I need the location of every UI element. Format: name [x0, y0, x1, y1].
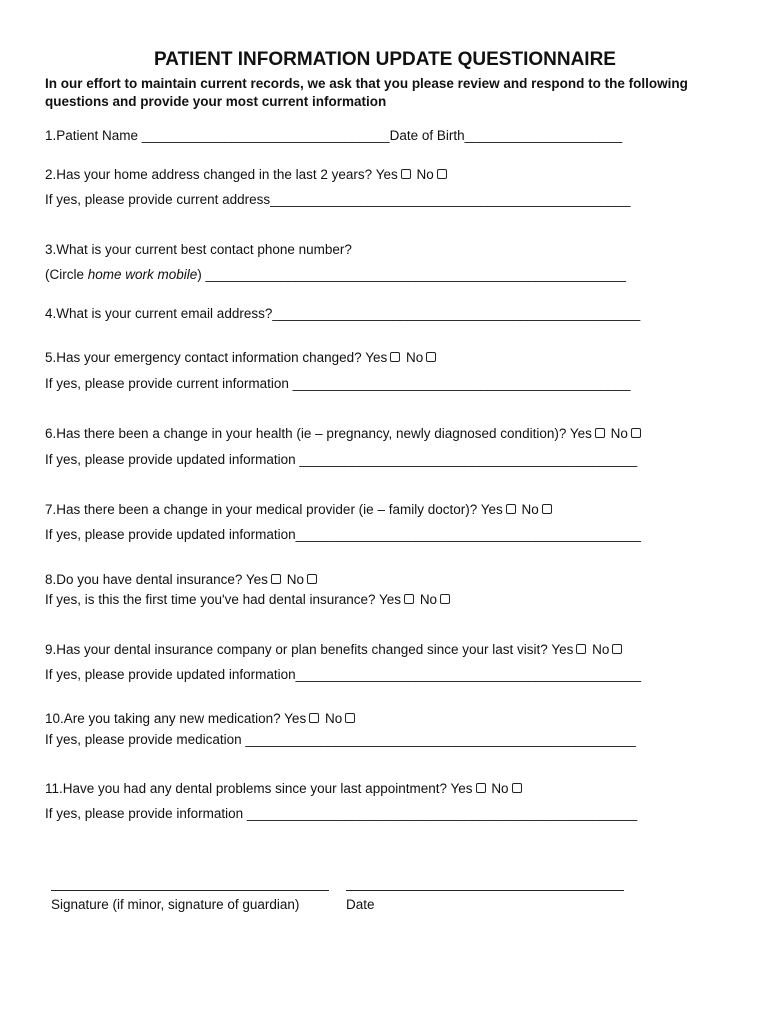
- q8-followup-no-checkbox[interactable]: [440, 594, 450, 604]
- q10-no-checkbox[interactable]: [345, 713, 355, 723]
- q10-no-label: No: [324, 711, 343, 726]
- q7-no-label: No: [521, 502, 539, 517]
- q5-yes-label: Yes: [365, 350, 388, 365]
- q7-text: 7.Has there been a change in your medical provider (ie – family doctor)?: [45, 502, 478, 517]
- q5-question: [45, 350, 438, 366]
- q9-text: 9.Has your dental insurance company or plan benefits changed since your last visit?: [45, 642, 548, 657]
- q9-question: [45, 642, 624, 658]
- form-title: PATIENT INFORMATION UPDATE QUESTIONNAIRE: [154, 49, 616, 70]
- q6-question: [45, 426, 643, 442]
- q2-yes-checkbox[interactable]: [401, 169, 411, 179]
- q7-yes-checkbox[interactable]: [506, 504, 516, 514]
- q4-email-field[interactable]: 4.What is your current email address?_________________________________________________: [45, 306, 641, 321]
- q10-text: 10.Are you taking any new medication?: [45, 711, 281, 726]
- q6-yes-label: Yes: [569, 426, 592, 441]
- date-line[interactable]: [346, 890, 624, 891]
- q5-no-label: No: [406, 350, 424, 365]
- intro-line-2: questions and provide your most current information: [45, 94, 387, 109]
- q11-no-label: No: [491, 781, 509, 796]
- q6-followup-field[interactable]: If yes, please provide updated information _____________________________________________: [45, 452, 638, 467]
- q6-no-label: No: [610, 426, 628, 441]
- q6-yes-checkbox[interactable]: [595, 428, 605, 438]
- q2-yes-label: Yes: [375, 167, 398, 182]
- q7-followup-field[interactable]: If yes, please provide updated information______________________________________________: [45, 527, 642, 542]
- q6-text: 6.Has there been a change in your health (ie – pregnancy, newly diagnosed condition)?: [45, 426, 567, 441]
- q8-yes-label: Yes: [245, 572, 268, 587]
- q11-yes-checkbox[interactable]: [476, 783, 486, 793]
- q3-phone-field[interactable]: ) ________________________________________________________: [197, 267, 626, 282]
- q5-no-checkbox[interactable]: [426, 352, 436, 362]
- patient-name-field[interactable]: 1.Patient Name _________________________________: [45, 128, 390, 143]
- q8-followup-text: If yes, is this the first time you've had dental insurance?: [45, 592, 376, 607]
- q8-text: 8.Do you have dental insurance?: [45, 572, 243, 587]
- q10-yes-label: Yes: [284, 711, 307, 726]
- q9-yes-label: Yes: [551, 642, 574, 657]
- q9-no-label: No: [592, 642, 610, 657]
- q8-yes-checkbox[interactable]: [271, 574, 281, 584]
- q8-followup-yes-label: Yes: [379, 592, 402, 607]
- q7-question: [45, 502, 554, 518]
- q1-row: [45, 128, 622, 144]
- q3-phone-row[interactable]: [45, 267, 626, 283]
- q9-followup-field[interactable]: If yes, please provide updated information______________________________________________: [45, 667, 642, 682]
- q11-text: 11.Have you had any dental problems since your last appointment?: [45, 781, 447, 796]
- q7-yes-label: Yes: [480, 502, 503, 517]
- q2-no-checkbox[interactable]: [437, 169, 447, 179]
- q8-followup: [45, 592, 452, 608]
- q11-followup-field[interactable]: If yes, please provide information ____________________________________________________: [45, 806, 638, 821]
- q8-no-label: No: [286, 572, 304, 587]
- signature-line[interactable]: [51, 890, 329, 891]
- q9-no-checkbox[interactable]: [612, 644, 622, 654]
- q2-no-label: No: [416, 167, 434, 182]
- intro-line-1: In our effort to maintain current records, we ask that you please review and respond to the following: [45, 76, 688, 91]
- q3-text: 3.What is your current best contact phone number?: [45, 242, 352, 257]
- q8-question: [45, 572, 319, 588]
- q2-question: [45, 167, 449, 183]
- q8-followup-yes-checkbox[interactable]: [404, 594, 414, 604]
- q5-text: 5.Has your emergency contact information changed?: [45, 350, 362, 365]
- q10-question: [45, 711, 357, 727]
- q5-followup-field[interactable]: If yes, please provide current information _____________________________________________: [45, 376, 631, 391]
- q6-no-checkbox[interactable]: [631, 428, 641, 438]
- q11-question: [45, 781, 524, 797]
- q2-followup-field[interactable]: If yes, please provide current address________________________________________________: [45, 192, 631, 207]
- signature-label: Signature (if minor, signature of guardian): [51, 897, 300, 912]
- q10-yes-checkbox[interactable]: [309, 713, 319, 723]
- date-label: Date: [346, 897, 375, 912]
- q7-no-checkbox[interactable]: [542, 504, 552, 514]
- q11-no-checkbox[interactable]: [512, 783, 522, 793]
- q3-circle-open: (Circle: [45, 267, 88, 282]
- q10-followup-field[interactable]: If yes, please provide medication ____________________________________________________: [45, 732, 636, 747]
- q8-no-checkbox[interactable]: [307, 574, 317, 584]
- q2-text: 2.Has your home address changed in the last 2 years?: [45, 167, 373, 182]
- q11-yes-label: Yes: [450, 781, 473, 796]
- q8-followup-no-label: No: [419, 592, 438, 607]
- q9-yes-checkbox[interactable]: [576, 644, 586, 654]
- date-of-birth-field[interactable]: Date of Birth_____________________: [389, 128, 623, 143]
- q5-yes-checkbox[interactable]: [390, 352, 400, 362]
- q3-circle-options: home work mobile: [87, 267, 198, 282]
